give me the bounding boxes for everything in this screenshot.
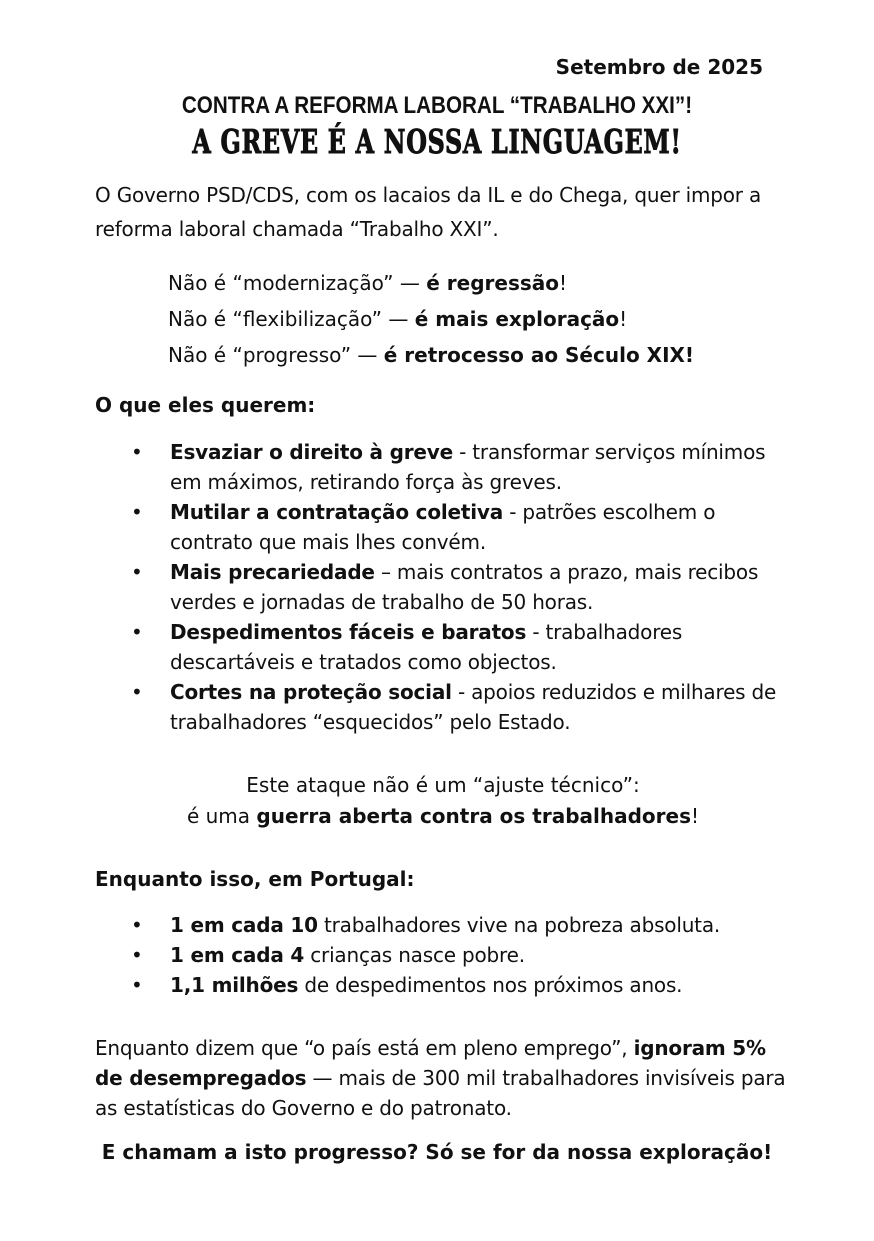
list-item: • Despedimentos fáceis e baratos - trabalhadores descartáveis e tratados como objectos. <box>95 617 795 677</box>
portugal-list <box>95 910 795 1000</box>
list-item: • 1,1 milhões de despedimentos nos próximos anos. <box>95 970 795 1000</box>
attack-line-2: é uma guerra aberta contra os trabalhadores! <box>186 804 700 828</box>
list-item: • Cortes na proteção social - apoios reduzidos e milhares de trabalhadores “esquecidos” pelo Estado. <box>95 677 795 737</box>
wants-list <box>95 437 795 737</box>
list-item: • 1 em cada 10 trabalhadores vive na pobreza absoluta. <box>95 910 795 940</box>
list-item: • Mutilar a contratação coletiva - patrões escolhem o contrato que mais lhes convém. <box>95 497 795 557</box>
intro-paragraph: O Governo PSD/CDS, com os lacaios da IL e do Chega, quer impor a reforma laboral chamada “Trabalho XXI”. <box>95 183 762 241</box>
slogan-line: Não é “modernização” — é regressão! <box>168 271 568 295</box>
slogan-line: Não é “flexibilização” — é mais exploração! <box>168 307 628 331</box>
wants-heading: O que eles querem: <box>95 393 316 417</box>
slogan-line: Não é “progresso” — é retrocesso ao Século XIX! <box>168 343 695 367</box>
closing-paragraph: Enquanto dizem que “o país está em pleno emprego”, ignoram 5% de desempregados — mais de 300 mil trabalhadores invisíveis para as estatísticas do Governo e do patronato. <box>95 1036 786 1120</box>
final-statement: E chamam a isto progresso? Só se for da nossa exploração! <box>101 1140 773 1164</box>
list-item: • Esvaziar o direito à greve - transformar serviços mínimos em máximos, retirando força às greves. <box>95 437 795 497</box>
attack-line-1: Este ataque não é um “ajuste técnico”: <box>246 773 640 797</box>
slogan-list <box>168 265 808 373</box>
list-item: • Mais precariedade – mais contratos a prazo, mais recibos verdes e jornadas de trabalho de 50 horas. <box>95 557 795 617</box>
list-item: • 1 em cada 4 crianças nasce pobre. <box>95 940 795 970</box>
portugal-heading: Enquanto isso, em Portugal: <box>95 867 415 891</box>
date: Setembro de 2025 <box>555 55 763 79</box>
slogan-title: A GREVE É A NOSSA LINGUAGEM! <box>192 122 682 161</box>
attack-statement <box>0 770 874 832</box>
headline: CONTRA A REFORMA LABORAL “TRABALHO XXI”! <box>181 92 693 119</box>
